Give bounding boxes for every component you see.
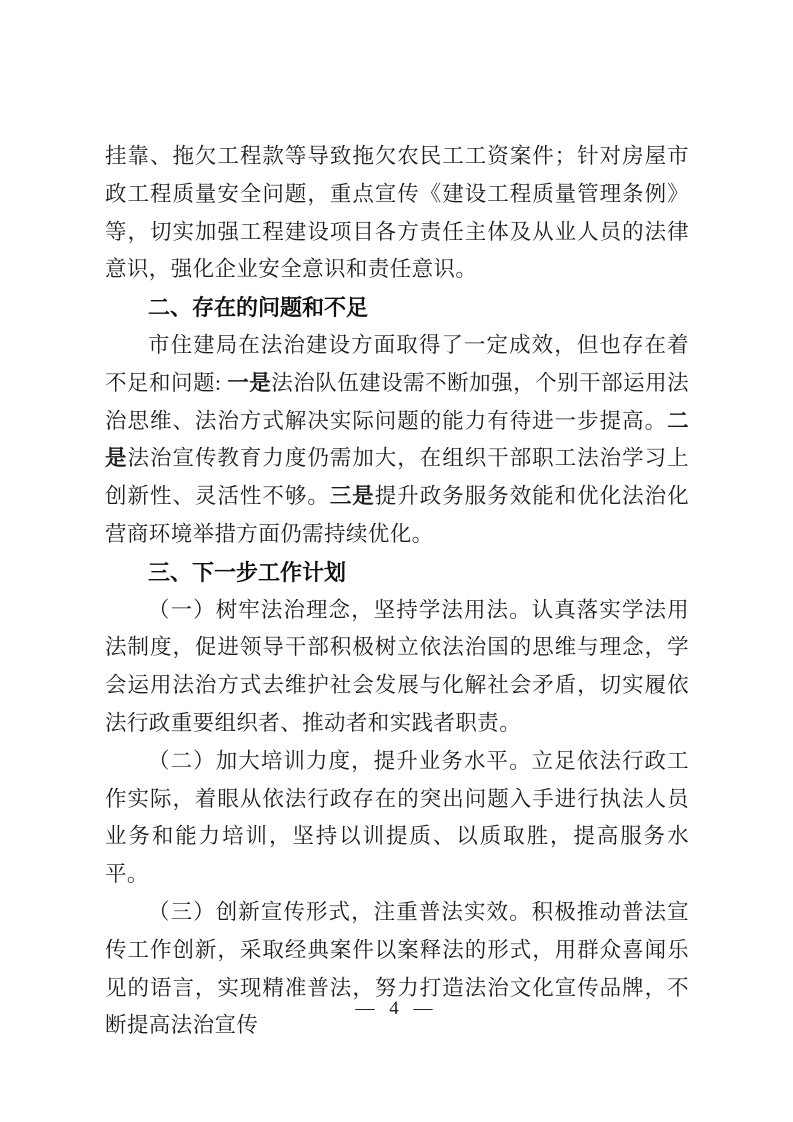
marker-second: 二是 [105, 408, 689, 471]
paragraph-problems [105, 327, 689, 554]
paragraph-plan-1 [105, 592, 689, 743]
section-heading-next-steps: 三、下一步工作计划 [148, 559, 347, 585]
section-heading-problems: 二、存在的问题和不足 [148, 295, 369, 321]
document-body [105, 138, 689, 1045]
paragraph-plan-3-lead: （三）创新宣传形式，注重普法实效。 [148, 899, 532, 924]
paragraph-plan-1-lead: （一）树牢法治理念，坚持学法用法。 [148, 597, 532, 622]
paragraph-plan-2 [105, 743, 689, 894]
paragraph-plan-3 [105, 894, 689, 1045]
marker-first: 一是 [227, 370, 272, 395]
paragraph-plan-3-body: 积极推动普法宣传工作创新，采取经典案件以案释法的形式，用群众喜闻乐见的语言，实现精准普法，努力打造法治文化宣传品牌，不断提高法治宣传 [105, 899, 689, 1038]
marker-third: 三是 [329, 484, 375, 509]
paragraph-problems-item1: 法治队伍建设需不断加强，个别干部运用法治思维、法治方式解决实际问题的能力有待进一步提高。 [105, 370, 689, 433]
paragraph-problems-item2: 法治宣传教育力度仍需加大，在组织干部职工法治学习上创新性、灵活性不够。 [105, 446, 689, 509]
paragraph-continuation: 挂靠、拖欠工程款等导致拖欠农民工工资案件；针对房屋市政工程质量安全问题，重点宣传《建设工程质量管理条例》等，切实加强工程建设项目各方责任主体及从业人员的法律意识，强化企业安全意识和责任意识。 [105, 144, 689, 282]
paragraph-plan-2-lead: （二）加大培训力度，提升业务水平。 [148, 748, 532, 773]
page-footer [0, 998, 793, 1020]
paragraph-plan-2-body: 立足依法行政工作实际，着眼从依法行政存在的突出问题入手进行执法人员业务和能力培训，坚持以训提质、以质取胜，提高服务水平。 [105, 748, 689, 887]
paragraph-problems-item3: 提升政务服务效能和优化法治化营商环境举措方面仍需持续优化。 [105, 484, 689, 546]
paragraph-problems-intro: 市住建局在法治建设方面取得了一定成效，但也存在着不足和问题: [105, 332, 689, 395]
page-number: — 4 — [355, 998, 438, 1019]
paragraph-plan-1-body: 认真落实学法用法制度，促进领导干部积极树立依法治国的思维与理念，学会运用法治方式去维护社会发展与化解社会矛盾，切实履依法行政重要组织者、推动者和实践者职责。 [105, 597, 689, 735]
